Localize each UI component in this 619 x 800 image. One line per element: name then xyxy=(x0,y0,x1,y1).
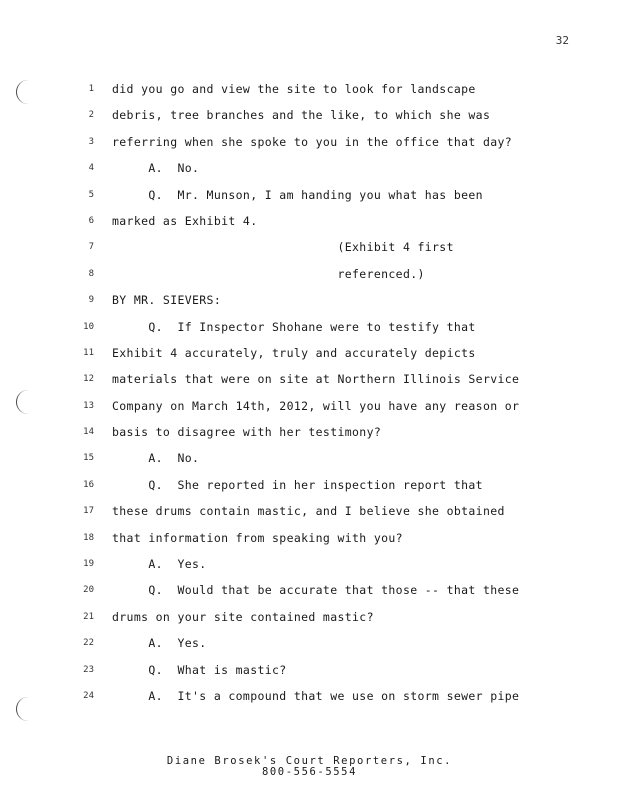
line-number: 13 xyxy=(83,400,94,411)
transcript-line xyxy=(0,287,619,313)
line-text: Company on March 14th, 2012, will you have any reason or xyxy=(112,398,520,413)
transcript-line xyxy=(0,604,619,630)
line-number: 10 xyxy=(83,321,94,332)
transcript-line xyxy=(0,102,619,128)
line-text: Q. She reported in her inspection report that xyxy=(112,477,483,492)
page-number: 32 xyxy=(555,34,569,47)
line-number: 20 xyxy=(83,585,94,596)
transcript-line xyxy=(0,498,619,524)
line-number: 4 xyxy=(88,163,94,174)
line-number: 1 xyxy=(88,84,94,94)
line-number: 6 xyxy=(88,215,94,226)
page-footer xyxy=(0,756,619,778)
transcript-line xyxy=(0,340,619,366)
line-text: A. No. xyxy=(112,451,200,466)
line-text: Q. Would that be accurate that those -- that these xyxy=(112,583,520,598)
transcript-line xyxy=(0,261,619,287)
line-text: Q. If Inspector Shohane were to testify that xyxy=(112,319,476,334)
transcript-line xyxy=(0,155,619,181)
transcript-line xyxy=(0,393,619,419)
line-text: BY MR. SIEVERS: xyxy=(112,293,222,308)
line-number: 7 xyxy=(88,242,94,253)
transcript-line xyxy=(0,234,619,260)
line-number: 16 xyxy=(83,479,94,490)
line-text: basis to disagree with her testimony? xyxy=(112,425,382,440)
transcript-line xyxy=(0,419,619,445)
transcript-line xyxy=(0,314,619,340)
line-text: that information from speaking with you? xyxy=(112,530,403,545)
line-text: materials that were on site at Northern Illinois Service xyxy=(112,372,520,387)
line-text: marked as Exhibit 4. xyxy=(112,213,258,228)
line-number: 9 xyxy=(88,295,94,306)
transcript-line xyxy=(0,525,619,551)
line-text: A. No. xyxy=(112,161,200,176)
transcript-line xyxy=(0,683,619,709)
line-text: debris, tree branches and the like, to which she was xyxy=(112,108,491,123)
line-text: referenced.) xyxy=(112,266,425,281)
line-number: 12 xyxy=(83,374,94,385)
transcript-line xyxy=(0,445,619,471)
line-number: 22 xyxy=(83,638,94,649)
line-number: 3 xyxy=(88,136,94,147)
transcript-line xyxy=(0,577,619,603)
line-number: 5 xyxy=(88,189,94,200)
line-number: 8 xyxy=(88,268,94,279)
transcript-line xyxy=(0,657,619,683)
line-number: 17 xyxy=(83,506,94,517)
line-text: drums on your site contained mastic? xyxy=(112,609,374,624)
line-number: 2 xyxy=(88,110,94,121)
line-text: A. It's a compound that we use on storm sewer pipe xyxy=(112,688,520,703)
line-text: A. Yes. xyxy=(112,636,207,651)
line-number: 23 xyxy=(83,664,94,675)
footer-company: Diane Brosek's Court Reporters, Inc. xyxy=(166,755,453,767)
line-number: 21 xyxy=(83,611,94,622)
line-text: these drums contain mastic, and I believe she obtained xyxy=(112,504,505,519)
line-text: did you go and view the site to look for landscape xyxy=(112,82,476,96)
transcript-line xyxy=(0,472,619,498)
line-number: 11 xyxy=(83,347,94,358)
footer-phone: 800-556-5554 xyxy=(261,766,358,778)
line-text: referring when she spoke to you in the office that day? xyxy=(112,134,513,149)
line-text: (Exhibit 4 first xyxy=(112,240,454,255)
line-number: 15 xyxy=(83,453,94,464)
transcript-line xyxy=(0,208,619,234)
line-text: A. Yes. xyxy=(112,557,207,572)
transcript-line xyxy=(0,551,619,577)
transcript-line xyxy=(0,129,619,155)
line-number: 19 xyxy=(83,559,94,570)
line-text: Q. What is mastic? xyxy=(112,662,287,677)
line-number: 24 xyxy=(83,690,94,701)
transcript-line xyxy=(0,76,619,102)
line-number: 18 xyxy=(83,532,94,543)
transcript-line xyxy=(0,630,619,656)
transcript-line xyxy=(0,182,619,208)
line-text: Exhibit 4 accurately, truly and accurately depicts xyxy=(112,345,476,360)
transcript-line xyxy=(0,366,619,392)
transcript-body xyxy=(0,76,619,709)
line-number: 14 xyxy=(83,427,94,438)
line-text: Q. Mr. Munson, I am handing you what has been xyxy=(112,187,483,202)
